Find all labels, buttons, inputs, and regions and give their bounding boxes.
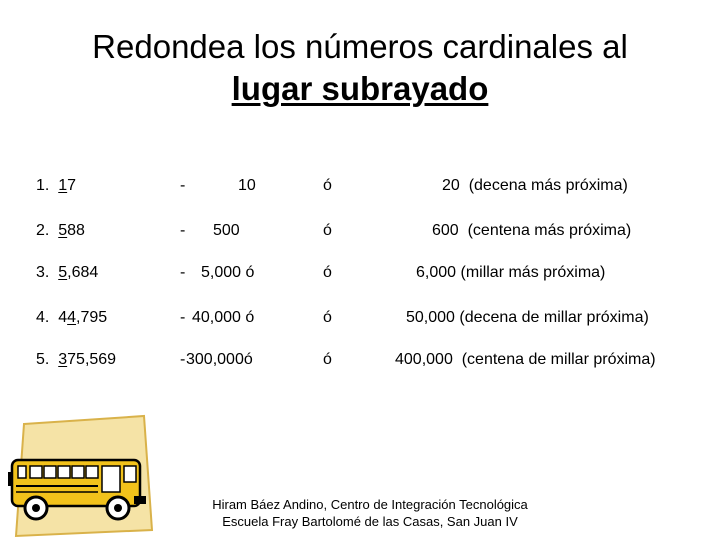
exercise-row-5 [0,351,720,375]
digits-after: 75,569 [67,351,117,368]
row-index: 3. [36,264,50,281]
exercise-number [36,222,85,240]
dash: - [180,177,186,194]
exercise-row-4 [0,309,720,333]
rounded-down: 300,000ó [186,351,253,368]
digits-after: 88 [67,222,85,239]
dash: - [180,309,186,326]
rounded-down: 5,000 ó [201,264,255,281]
rounded-down: 500 [213,222,240,239]
row-index: 2. [36,222,50,239]
dash: - [180,222,186,239]
row-index: 1. [36,177,50,194]
or-word: ó [323,177,332,194]
dash: - [180,351,186,368]
rounded-down: 40,000 ó [192,309,255,326]
underlined-digit: 1 [58,177,68,194]
school-bus-icon [6,412,156,540]
rounded-down: 10 [238,177,256,194]
slide-title [0,26,720,117]
rounded-up: 6,000 (millar más próxima) [416,264,606,281]
or-word: ó [323,351,332,368]
underlined-digit: 3 [58,351,68,368]
credit-line-1: Hiram Báez Andino, Centro de Integración Tecnológica [212,497,528,512]
digits-before: 4 [58,309,68,326]
exercise-number [36,351,116,369]
rounded-up: 600 (centena más próxima) [432,222,632,239]
digits-after: ,684 [67,264,99,281]
title-line-2: lugar subrayado [231,70,489,107]
or-word: ó [323,309,332,326]
or-word: ó [323,222,332,239]
underlined-digit: 5 [58,264,68,281]
title-line-1: Redondea los números cardinales al [92,28,628,65]
rounded-up: 400,000 (centena de millar próxima) [395,351,656,368]
row-index: 5. [36,351,50,368]
rounded-up: 20 (decena más próxima) [442,177,628,194]
underlined-digit: 4 [67,309,77,326]
exercise-number [36,264,98,282]
credit-line-2: Escuela Fray Bartolomé de las Casas, San Juan IV [222,514,518,529]
exercise-number [36,309,107,327]
author-credit [165,496,575,530]
exercise-row-1 [0,177,720,201]
exercise-row-2 [0,222,720,246]
row-index: 4. [36,309,50,326]
or-word: ó [323,264,332,281]
rounded-up: 50,000 (decena de millar próxima) [406,309,649,326]
exercise-number [36,177,76,195]
underlined-digit: 5 [58,222,68,239]
exercise-row-3 [0,264,720,288]
dash: - [180,264,186,281]
digits-after: ,795 [76,309,108,326]
digits-after: 7 [67,177,77,194]
